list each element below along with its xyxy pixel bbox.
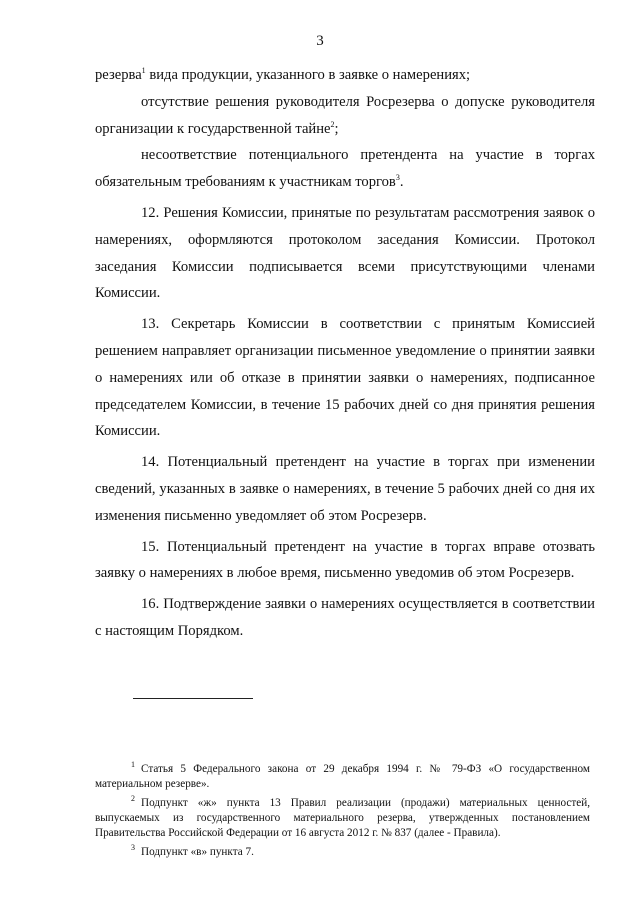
footnote-separator bbox=[133, 698, 253, 699]
paragraph-13: 13. Секретарь Комиссии в соответствии с принятым Комиссией решением направляет организации письменное уведомление о принятии заявки о намерениях или об отказе в принятии заявки о намерениях, подписанное председателем Комиссии, в течение 15 рабочих дней со дня принятия решения Комиссии. bbox=[95, 316, 595, 440]
footnote-mark-3: 3 bbox=[131, 843, 135, 853]
paragraph-reserve-type: резерва$^1$ вида продукции, указанного в заявке о намерениях; bbox=[95, 66, 471, 83]
footnotes bbox=[95, 762, 590, 864]
paragraph-no-clearance: отсутствие решения руководителя Росрезерва о допуске руководителя организации к государственной тайне$^2$; bbox=[95, 93, 595, 137]
paragraph-12: 12. Решения Комиссии, принятые по результатам рассмотрения заявок о намерениях, оформляются протоколом заседания Комиссии. Протокол заседания Комиссии подписывается всеми присутствующими членами Комиссии. bbox=[95, 204, 595, 302]
footnote-2: $^2$ Подпункт «ж» пункта 13 Правил реализации (продажи) материальных ценностей, выпускаемых из государственного материального резерва, утвержденных постановлением Правительства Российской Федерации от 16 августа 2012 г. № 837 (далее - Правила). bbox=[95, 794, 590, 839]
document-body bbox=[95, 62, 595, 645]
footnote-3: $^3$ Подпункт «в» пункта 7. bbox=[131, 843, 254, 858]
paragraph-16: 16. Подтверждение заявки о намерениях осуществляется в соответствии с настоящим Порядком. bbox=[95, 596, 595, 639]
paragraph-noncompliance: несоответствие потенциального претендента на участие в торгах обязательным требованиям к участникам торгов$^3$. bbox=[95, 147, 595, 191]
paragraph-15: 15. Потенциальный претендент на участие в торгах вправе отозвать заявку о намерениях в любое время, письменно уведомив об этом Росрезерв. bbox=[95, 538, 595, 582]
page-number: 3 bbox=[316, 33, 324, 49]
footnote-ref-1: 1 bbox=[141, 66, 146, 76]
footnote-ref-3: 3 bbox=[395, 173, 400, 183]
footnote-mark-2: 2 bbox=[131, 794, 135, 804]
paragraph-14: 14. Потенциальный претендент на участие в торгах при изменении сведений, указанных в заявке о намерениях, в течение 5 рабочих дней со дня их изменения письменно уведомляет об этом Росрезерв. bbox=[95, 454, 595, 524]
footnote-1: $^1$ Статья 5 Федерального закона от 29 декабря 1994 г. № 79-ФЗ «О государственном материальном резерве». bbox=[95, 760, 590, 790]
footnote-mark-1: 1 bbox=[131, 760, 135, 770]
footnote-ref-2: 2 bbox=[330, 119, 335, 129]
